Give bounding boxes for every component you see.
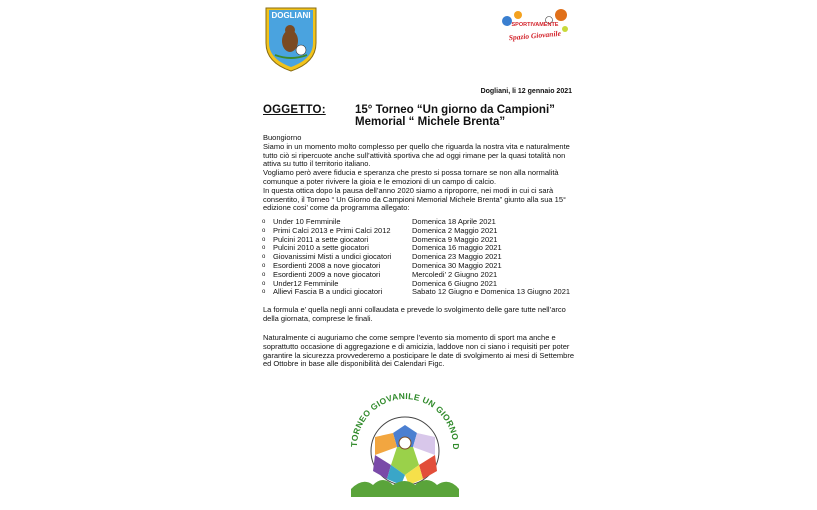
- closing-paragraph-1: La formula e’ quella negli anni collaudata e prevede lo svolgimento delle gare tutte nell’arco della giornata, comprese le finali.: [263, 305, 566, 323]
- event-category: Esordienti 2008 a nove giocatori: [273, 260, 381, 270]
- bullet-icon: o: [262, 245, 266, 252]
- event-date: Domenica 2 Maggio 2021: [412, 225, 498, 235]
- bullet-icon: o: [262, 271, 266, 278]
- crest-text: DOGLIANI: [271, 11, 311, 20]
- greeting: Buongiorno: [263, 133, 302, 142]
- event-date: Domenica 23 Maggio 2021: [412, 252, 502, 262]
- event-category: Primi Calci 2013 e Primi Calci 2012: [273, 225, 391, 235]
- event-schedule-list: [262, 218, 582, 297]
- event-category: Giovanissimi Misti a undici giocatori: [273, 252, 392, 262]
- tournament-arc-text: TORNEO GIOVANILE UN GIORNO D: [348, 390, 462, 450]
- bullet-icon: o: [262, 280, 266, 287]
- bullet-icon: o: [262, 219, 266, 225]
- logo-top-text: SPORTIVAMENTE: [511, 22, 559, 28]
- bullet-icon: o: [262, 227, 266, 234]
- event-date: Domenica 9 Maggio 2021: [412, 234, 498, 244]
- event-date: Sabato 12 Giugno e Domenica 13 Giugno 2021: [412, 287, 571, 297]
- event-date: Domenica 16 maggio 2021: [412, 243, 502, 253]
- event-category: Pulcini 2011 a sette giocatori: [273, 234, 369, 244]
- event-date: Domenica 18 Aprile 2021: [412, 217, 496, 226]
- subject-label: OGGETTO:: [263, 104, 326, 116]
- subject-title-line2: Memorial “ Michele Brenta”: [355, 116, 506, 128]
- body-paragraph-3: In questa ottica dopo la pausa dell’anno 2020 siamo a riproporre, nei modi in cui ci sarà consentito, il Torneo “ Un Giorno da Campioni Memorial Michele Brenta” giunto alla sua 15° edizione cosi’ come da programma allegato:: [263, 185, 567, 213]
- sports-balls-logo-icon: [499, 7, 571, 47]
- sportivamente-logo: [499, 7, 571, 47]
- event-category: Allievi Fascia B a undici giocatori: [273, 287, 383, 297]
- bullet-icon: o: [262, 254, 266, 261]
- dogliani-crest-logo: [263, 5, 319, 73]
- list-item: [262, 288, 582, 297]
- event-category: Pulcini 2010 a sette giocatori: [273, 243, 369, 253]
- event-category: Under 10 Femminile: [273, 217, 341, 226]
- letter-body: [263, 134, 578, 213]
- body-paragraph-1: Siamo in un momento molto complesso per quello che riguarda la nostra vita e naturalmente tutto ciò si ripercuote anche sull’attività sportiva che ad oggi rimane per la quasi totalità non attiva su tutto il territorio italiano.: [263, 141, 570, 169]
- event-category: Esordienti 2009 a nove giocatori: [273, 269, 381, 279]
- subject-title-line1: 15° Torneo “Un giorno da Campioni”: [355, 104, 555, 116]
- event-category: Under12 Femminile: [273, 278, 339, 288]
- bullet-icon: o: [262, 236, 266, 243]
- event-date: Domenica 6 Giugno 2021: [412, 278, 498, 288]
- logo-bottom-text: Spazio Giovanile: [508, 28, 562, 43]
- bullet-icon: o: [262, 289, 266, 296]
- body-paragraph-2: Vogliamo però avere fiducia e speranza che presto si possa tornare se non alla normalità comunque a poter rivivere la gioia e le emozioni di un campo di calcio.: [263, 168, 559, 186]
- closing-paragraph-2: Naturalmente ci auguriamo che come sempre l’evento sia momento di sport ma anche e soprattutto occasione di aggregazione e di amicizia, laddove non ci siano i requisiti per poter garantire la sicurezza provvederemo a posticipare le date di svolgimento ai mesi di Settembre ed Ottobre in base alle disponibilità dei Calendari Figc.: [263, 333, 574, 369]
- tournament-logo: [343, 385, 467, 501]
- letter-date: Dogliani, li 12 gennaio 2021: [480, 88, 572, 95]
- dogliani-crest-icon: [263, 5, 319, 73]
- event-date: Mercoledi’ 2 Giugno 2021: [412, 269, 498, 279]
- bullet-icon: o: [262, 262, 266, 269]
- tournament-ball-logo-icon: [343, 385, 467, 501]
- event-date: Domenica 30 Maggio 2021: [412, 260, 502, 270]
